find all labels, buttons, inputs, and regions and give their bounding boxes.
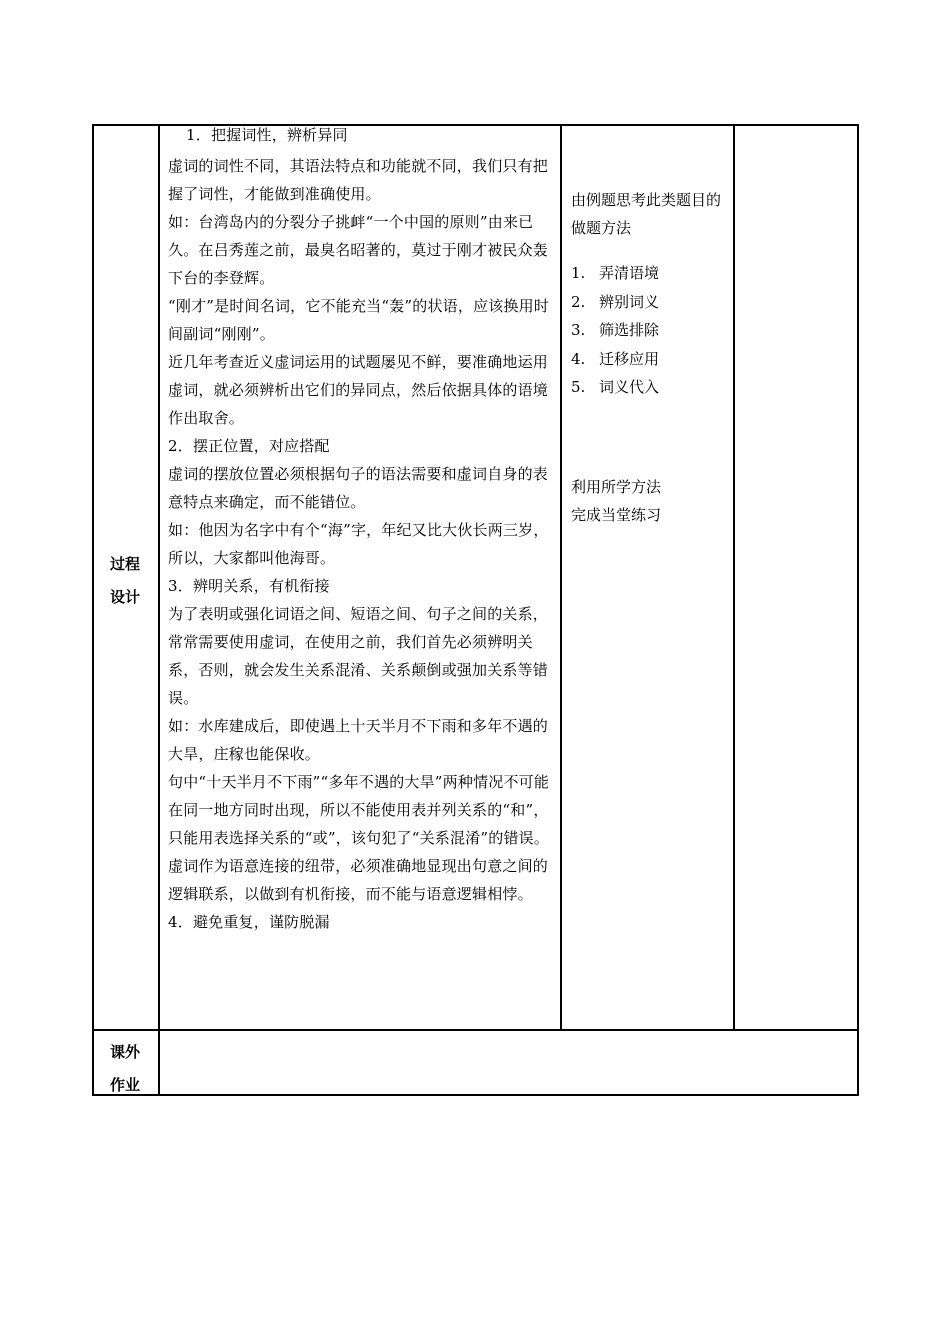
process-design-label [92, 548, 158, 614]
homework-label-line1: 课外 [109, 1043, 140, 1061]
method-text: 迁移应用 [599, 349, 660, 368]
method-number: 2. [571, 292, 586, 311]
side-intro [571, 186, 731, 242]
paragraph: “刚才”是时间名词，它不能充当“轰”的状语，应该换用时间副词“刚刚”。 [168, 297, 550, 343]
paragraph: 近几年考查近义虚词运用的试题屡见不鲜，要准确地运用虚词，就必须辨析出它们的异同点，然后依据具体的语境作出取舍。 [168, 353, 549, 427]
section-heading-3: 3．辨明关系，有机衔接 [168, 577, 330, 595]
process-design-label-line1: 过程 [109, 555, 140, 573]
section-heading-2: 2．摆正位置，对应搭配 [168, 437, 330, 455]
method-number: 3. [571, 321, 586, 339]
method-number: 5. [571, 378, 586, 396]
paragraph: 虚词作为语意连接的纽带，必须准确地显现出句意之间的逻辑联系，以做到有机衔接，而不能与语意逻辑相悖。 [168, 857, 549, 903]
method-list [571, 259, 731, 402]
homework-content-cell [160, 1031, 856, 1093]
example-paragraph: 如：水库建成后，即使遇上十天半月不下雨和多年不遇的大旱，庄稼也能保收。 [168, 717, 549, 763]
paragraph: 句中“十天半月不下雨”“多年不遇的大旱”两种情况不可能在同一地方同时出现，所以不能使用表并列关系的“和”，只能用表选择关系的“或”，该句犯了“关系混淆”的错误。 [168, 773, 550, 847]
content-column-divider [560, 124, 562, 1030]
method-text: 词义代入 [599, 378, 660, 396]
side-practice-line1: 利用所学方法 [571, 478, 662, 496]
method-text: 弄清语境 [599, 264, 660, 282]
side-practice [571, 473, 731, 529]
side-column-divider [733, 124, 735, 1030]
method-number: 4. [571, 349, 586, 368]
method-item [571, 259, 731, 288]
label-column-divider [158, 124, 160, 1095]
side-practice-line2: 完成当堂练习 [571, 506, 662, 524]
method-item [571, 288, 731, 317]
example-paragraph: 如：他因为名字中有个“海”字，年纪又比大伙长两三岁，所以，大家都叫他海哥。 [168, 521, 549, 567]
paragraph: 为了表明或强化词语之间、短语之间、句子之间的关系，常常需要使用虚词，在使用之前，我们首先必须辨明关系，否则，就会发生关系混淆、关系颠倒或强加关系等错误。 [168, 605, 549, 707]
table-border-bottom [92, 1094, 859, 1096]
method-number: 1. [571, 264, 586, 282]
homework-label-line2: 作业 [109, 1076, 140, 1094]
process-design-label-line2: 设计 [109, 588, 140, 606]
paragraph: 虚词的摆放位置必须根据句子的语法需要和虚词自身的表意特点来确定，而不能错位。 [168, 465, 549, 511]
process-content [168, 124, 558, 936]
method-item [571, 373, 731, 402]
method-item [571, 345, 731, 374]
method-text: 辨别词义 [599, 292, 660, 311]
table-border-right [857, 124, 859, 1095]
section-heading-4: 4．避免重复，谨防脱漏 [168, 913, 330, 931]
section-heading-1: 1．把握词性，辨析异同 [186, 126, 348, 144]
example-paragraph: 如：台湾岛内的分裂分子挑衅“一个中国的原则”由来已久。在吕秀莲之前，最臭名昭著的，莫过于刚才被民众轰下台的李登辉。 [168, 213, 549, 287]
homework-label [92, 1036, 158, 1102]
method-text: 筛选排除 [599, 321, 660, 339]
side-intro-text: 由例题思考此类题目的做题方法 [571, 191, 722, 237]
paragraph: 虚词的词性不同，其语法特点和功能就不同，我们只有把握了词性，才能做到准确使用。 [168, 157, 549, 203]
method-item [571, 316, 731, 345]
